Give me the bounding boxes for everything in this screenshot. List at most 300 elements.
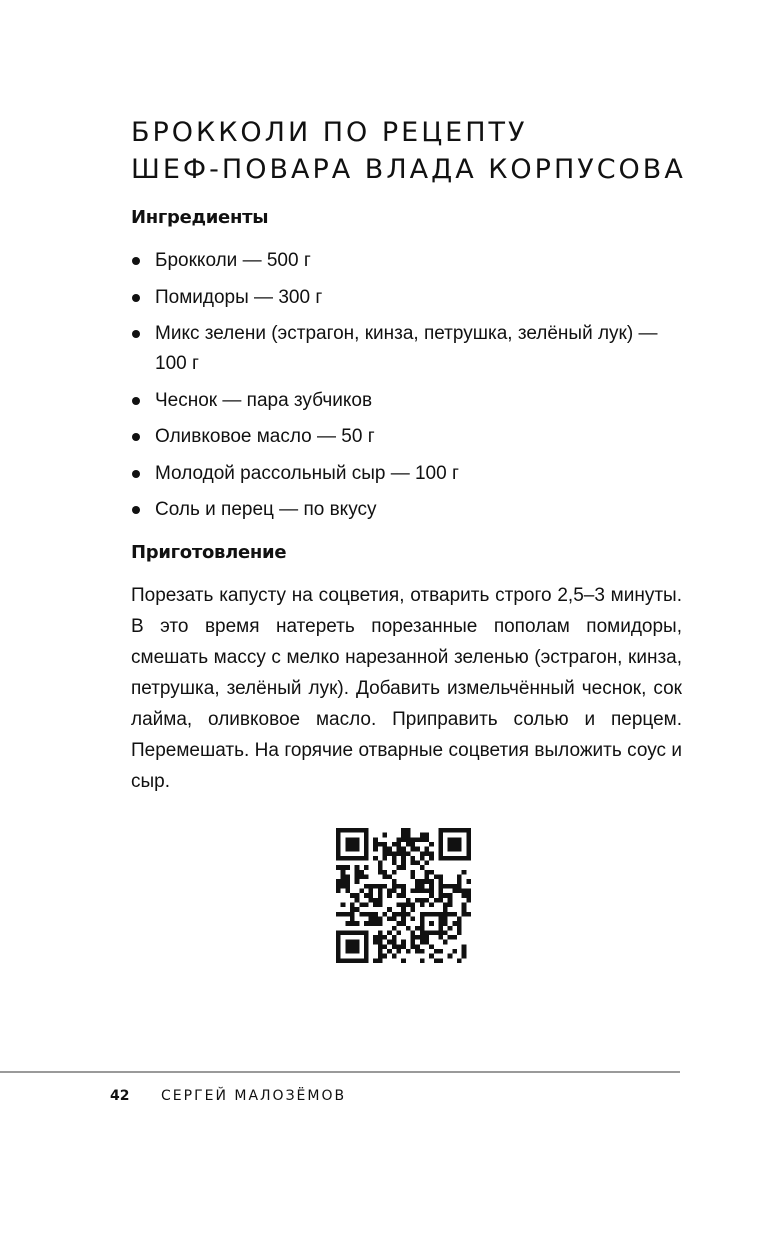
- qr-module: [341, 856, 346, 861]
- qr-module: [378, 889, 383, 894]
- qr-module: [383, 833, 388, 838]
- footer-divider: [0, 1071, 680, 1073]
- qr-module: [438, 884, 443, 889]
- qr-module: [410, 907, 415, 912]
- qr-module: [350, 847, 355, 852]
- qr-module: [466, 856, 471, 861]
- qr-module: [345, 865, 350, 870]
- qr-module: [410, 842, 415, 847]
- qr-module: [355, 828, 360, 833]
- qr-module: [373, 921, 378, 926]
- qr-module: [462, 856, 467, 861]
- qr-module: [457, 926, 462, 931]
- qr-module: [457, 847, 462, 852]
- qr-module: [373, 898, 378, 903]
- qr-module: [397, 865, 402, 870]
- qr-module: [420, 856, 425, 861]
- qr-module: [387, 851, 392, 856]
- qr-module: [359, 875, 364, 880]
- qr-module: [457, 921, 462, 926]
- qr-module: [345, 912, 350, 917]
- qr-module: [336, 958, 341, 963]
- qr-module: [420, 930, 425, 935]
- qr-module: [424, 898, 429, 903]
- qr-module: [336, 856, 341, 861]
- qr-module: [452, 912, 457, 917]
- qr-module: [448, 912, 453, 917]
- qr-module: [355, 949, 360, 954]
- qr-module: [364, 944, 369, 949]
- qr-module: [378, 842, 383, 847]
- qr-module: [424, 847, 429, 852]
- qr-module: [397, 884, 402, 889]
- qr-module: [350, 902, 355, 907]
- qr-module: [457, 958, 462, 963]
- qr-module: [438, 875, 443, 880]
- qr-module: [401, 884, 406, 889]
- qr-module: [359, 912, 364, 917]
- qr-module: [397, 847, 402, 852]
- qr-module: [392, 856, 397, 861]
- qr-module: [392, 861, 397, 866]
- qr-module: [438, 930, 443, 935]
- qr-module: [434, 875, 439, 880]
- qr-module: [406, 851, 411, 856]
- qr-module: [373, 958, 378, 963]
- qr-module: [364, 958, 369, 963]
- qr-module: [392, 912, 397, 917]
- qr-module: [369, 912, 374, 917]
- qr-module: [369, 893, 374, 898]
- qr-module: [378, 870, 383, 875]
- qr-module: [434, 912, 439, 917]
- qr-module: [350, 958, 355, 963]
- qr-module: [457, 875, 462, 880]
- qr-module: [406, 837, 411, 842]
- qr-module: [392, 870, 397, 875]
- qr-module: [401, 912, 406, 917]
- qr-module: [429, 944, 434, 949]
- qr-module: [457, 930, 462, 935]
- qr-module: [336, 954, 341, 959]
- qr-module: [452, 856, 457, 861]
- qr-module: [448, 935, 453, 940]
- qr-module: [420, 935, 425, 940]
- qr-module: [466, 879, 471, 884]
- qr-module: [420, 851, 425, 856]
- qr-module: [424, 940, 429, 945]
- qr-module: [345, 958, 350, 963]
- qr-module: [462, 870, 467, 875]
- qr-module: [392, 889, 397, 894]
- qr-module: [378, 861, 383, 866]
- qr-module: [429, 921, 434, 926]
- qr-module: [383, 856, 388, 861]
- qr-module: [438, 828, 443, 833]
- qr-module: [457, 884, 462, 889]
- qr-module: [415, 837, 420, 842]
- qr-module: [420, 958, 425, 963]
- qr-module: [350, 930, 355, 935]
- qr-module: [373, 902, 378, 907]
- qr-module: [438, 916, 443, 921]
- qr-module: [397, 944, 402, 949]
- qr-module: [443, 916, 448, 921]
- list-item: Молодой рассольный сыр — 100 г: [131, 459, 691, 489]
- qr-module: [406, 902, 411, 907]
- qr-module: [424, 861, 429, 866]
- qr-module: [415, 935, 420, 940]
- qr-module: [336, 842, 341, 847]
- qr-module: [341, 884, 346, 889]
- qr-module: [466, 898, 471, 903]
- qr-module: [336, 889, 341, 894]
- qr-module: [420, 889, 425, 894]
- qr-module: [415, 889, 420, 894]
- qr-module: [448, 842, 453, 847]
- qr-module: [429, 889, 434, 894]
- qr-module: [457, 916, 462, 921]
- qr-module: [392, 842, 397, 847]
- qr-module: [355, 879, 360, 884]
- qr-module: [457, 828, 462, 833]
- qr-module: [401, 856, 406, 861]
- qr-module: [383, 944, 388, 949]
- qr-module: [438, 837, 443, 842]
- qr-module: [466, 842, 471, 847]
- qr-module: [443, 930, 448, 935]
- qr-module: [424, 875, 429, 880]
- qr-module: [387, 847, 392, 852]
- qr-module: [429, 879, 434, 884]
- qr-module: [383, 842, 388, 847]
- qr-module: [369, 916, 374, 921]
- qr-module: [378, 940, 383, 945]
- qr-module: [466, 837, 471, 842]
- qr-module: [457, 889, 462, 894]
- qr-module: [350, 940, 355, 945]
- qr-module: [392, 879, 397, 884]
- qr-module: [401, 851, 406, 856]
- qr-module: [429, 884, 434, 889]
- qr-module: [401, 916, 406, 921]
- qr-module: [466, 851, 471, 856]
- qr-module: [410, 856, 415, 861]
- qr-module: [438, 893, 443, 898]
- qr-module: [345, 847, 350, 852]
- qr-module: [462, 954, 467, 959]
- qr-module: [401, 944, 406, 949]
- ingredients-list: [131, 246, 691, 532]
- qr-module: [387, 916, 392, 921]
- qr-module: [420, 926, 425, 931]
- qr-module: [392, 940, 397, 945]
- qr-module: [378, 902, 383, 907]
- qr-module: [364, 954, 369, 959]
- qr-module: [448, 884, 453, 889]
- qr-module: [401, 940, 406, 945]
- qr-module: [401, 893, 406, 898]
- qr-module: [373, 847, 378, 852]
- bullet-icon: [132, 433, 140, 441]
- qr-module: [443, 907, 448, 912]
- qr-module: [341, 875, 346, 880]
- qr-module: [462, 902, 467, 907]
- qr-module: [378, 930, 383, 935]
- qr-module: [378, 958, 383, 963]
- qr-module: [341, 879, 346, 884]
- qr-module: [420, 879, 425, 884]
- qr-module: [429, 912, 434, 917]
- qr-module: [406, 842, 411, 847]
- qr-module: [383, 954, 388, 959]
- qr-module: [466, 889, 471, 894]
- qr-module: [397, 912, 402, 917]
- preparation-heading: Приготовление: [131, 542, 287, 563]
- qr-module: [392, 916, 397, 921]
- qr-module: [452, 949, 457, 954]
- qr-module: [392, 954, 397, 959]
- qr-module: [378, 916, 383, 921]
- qr-module: [341, 930, 346, 935]
- qr-module: [336, 940, 341, 945]
- qr-module: [429, 870, 434, 875]
- qr-module: [443, 902, 448, 907]
- qr-module: [397, 902, 402, 907]
- qr-module: [336, 949, 341, 954]
- qr-module: [429, 954, 434, 959]
- qr-module: [448, 954, 453, 959]
- qr-module: [359, 889, 364, 894]
- qr-module: [345, 921, 350, 926]
- qr-module: [466, 847, 471, 852]
- qr-module: [364, 893, 369, 898]
- qr-module: [420, 921, 425, 926]
- qr-module: [434, 958, 439, 963]
- qr-module: [359, 870, 364, 875]
- qr-module: [415, 949, 420, 954]
- qr-module: [424, 833, 429, 838]
- list-item: Брокколи — 500 г: [131, 246, 691, 276]
- ingredients-heading: Ингредиенты: [131, 207, 269, 228]
- qr-module: [364, 902, 369, 907]
- qr-module: [406, 898, 411, 903]
- qr-module: [369, 898, 374, 903]
- qr-module: [438, 833, 443, 838]
- qr-module: [345, 828, 350, 833]
- qr-module: [392, 935, 397, 940]
- qr-module: [397, 921, 402, 926]
- qr-module: [420, 865, 425, 870]
- qr-module: [378, 898, 383, 903]
- qr-module: [410, 847, 415, 852]
- qr-module: [364, 856, 369, 861]
- qr-module: [410, 944, 415, 949]
- qr-code-icon: [336, 828, 471, 963]
- qr-module: [373, 837, 378, 842]
- qr-module: [373, 842, 378, 847]
- qr-module: [378, 893, 383, 898]
- qr-module: [355, 837, 360, 842]
- qr-module: [443, 912, 448, 917]
- qr-module: [378, 921, 383, 926]
- qr-module: [355, 958, 360, 963]
- qr-module: [336, 847, 341, 852]
- list-item: Чеснок — пара зубчиков: [131, 386, 691, 416]
- qr-module: [466, 828, 471, 833]
- qr-module: [415, 898, 420, 903]
- qr-module: [369, 884, 374, 889]
- qr-module: [355, 893, 360, 898]
- qr-module: [443, 884, 448, 889]
- qr-module: [438, 935, 443, 940]
- qr-module: [410, 935, 415, 940]
- qr-module: [438, 889, 443, 894]
- qr-module: [448, 828, 453, 833]
- qr-module: [406, 833, 411, 838]
- qr-module: [341, 902, 346, 907]
- qr-module: [420, 912, 425, 917]
- qr-module: [452, 837, 457, 842]
- qr-module: [364, 828, 369, 833]
- qr-module: [424, 889, 429, 894]
- qr-module: [364, 921, 369, 926]
- qr-module: [355, 907, 360, 912]
- qr-module: [415, 847, 420, 852]
- qr-module: [373, 856, 378, 861]
- list-item: Микс зелени (эстрагон, кинза, петрушка, зелёный лук) — 100 г: [131, 319, 691, 379]
- qr-module: [336, 935, 341, 940]
- qr-module: [452, 842, 457, 847]
- qr-module: [462, 944, 467, 949]
- qr-module: [373, 884, 378, 889]
- qr-module: [448, 837, 453, 842]
- qr-module: [345, 949, 350, 954]
- qr-module: [438, 912, 443, 917]
- qr-module: [410, 930, 415, 935]
- qr-module: [434, 930, 439, 935]
- qr-module: [420, 916, 425, 921]
- qr-module: [364, 912, 369, 917]
- qr-module: [336, 930, 341, 935]
- qr-module: [415, 944, 420, 949]
- running-footer-author: СЕРГЕЙ МАЛОЗЁМОВ: [161, 1088, 347, 1104]
- qr-module: [462, 889, 467, 894]
- qr-module: [401, 847, 406, 852]
- qr-module: [350, 916, 355, 921]
- qr-module: [452, 935, 457, 940]
- qr-module: [336, 828, 341, 833]
- qr-module: [401, 902, 406, 907]
- qr-module: [401, 861, 406, 866]
- qr-module: [383, 847, 388, 852]
- qr-module: [438, 851, 443, 856]
- qr-module: [355, 944, 360, 949]
- qr-module: [410, 902, 415, 907]
- qr-module: [420, 837, 425, 842]
- qr-module: [424, 879, 429, 884]
- qr-module: [406, 828, 411, 833]
- qr-module: [443, 893, 448, 898]
- qr-module: [387, 889, 392, 894]
- qr-module: [457, 837, 462, 842]
- qr-module: [410, 916, 415, 921]
- bullet-icon: [132, 330, 140, 338]
- qr-module: [420, 833, 425, 838]
- qr-module: [410, 875, 415, 880]
- qr-module: [406, 949, 411, 954]
- qr-module: [341, 958, 346, 963]
- qr-module: [387, 893, 392, 898]
- qr-module: [410, 861, 415, 866]
- qr-module: [429, 851, 434, 856]
- qr-module: [457, 842, 462, 847]
- qr-module: [466, 893, 471, 898]
- qr-module: [336, 912, 341, 917]
- qr-module: [373, 940, 378, 945]
- qr-module: [438, 842, 443, 847]
- qr-module: [392, 926, 397, 931]
- qr-module: [345, 889, 350, 894]
- qr-module: [364, 837, 369, 842]
- qr-module: [364, 847, 369, 852]
- qr-module: [406, 926, 411, 931]
- qr-module: [392, 884, 397, 889]
- qr-module: [401, 907, 406, 912]
- qr-module: [452, 847, 457, 852]
- bullet-icon: [132, 470, 140, 478]
- qr-module: [364, 949, 369, 954]
- qr-module: [350, 828, 355, 833]
- qr-module: [341, 865, 346, 870]
- qr-module: [424, 837, 429, 842]
- qr-module: [448, 893, 453, 898]
- qr-module: [364, 930, 369, 935]
- qr-module: [383, 935, 388, 940]
- qr-module: [350, 907, 355, 912]
- qr-module: [355, 842, 360, 847]
- qr-module: [420, 902, 425, 907]
- qr-module: [336, 837, 341, 842]
- list-item: Соль и перец — по вкусу: [131, 495, 691, 525]
- qr-module: [457, 856, 462, 861]
- page-number: 42: [110, 1088, 130, 1104]
- qr-module: [387, 940, 392, 945]
- qr-module: [364, 884, 369, 889]
- qr-module: [359, 902, 364, 907]
- qr-module: [452, 884, 457, 889]
- qr-module: [429, 856, 434, 861]
- qr-module: [378, 954, 383, 959]
- qr-module: [438, 921, 443, 926]
- qr-module: [462, 828, 467, 833]
- qr-module: [350, 912, 355, 917]
- qr-module: [350, 949, 355, 954]
- qr-module: [369, 921, 374, 926]
- qr-module: [397, 930, 402, 935]
- qr-module: [383, 870, 388, 875]
- qr-module: [359, 856, 364, 861]
- bullet-icon: [132, 294, 140, 302]
- qr-module: [410, 940, 415, 945]
- qr-module: [466, 912, 471, 917]
- qr-module: [448, 847, 453, 852]
- qr-module: [457, 879, 462, 884]
- qr-module: [387, 949, 392, 954]
- qr-module: [359, 958, 364, 963]
- qr-module: [401, 958, 406, 963]
- qr-module: [369, 889, 374, 894]
